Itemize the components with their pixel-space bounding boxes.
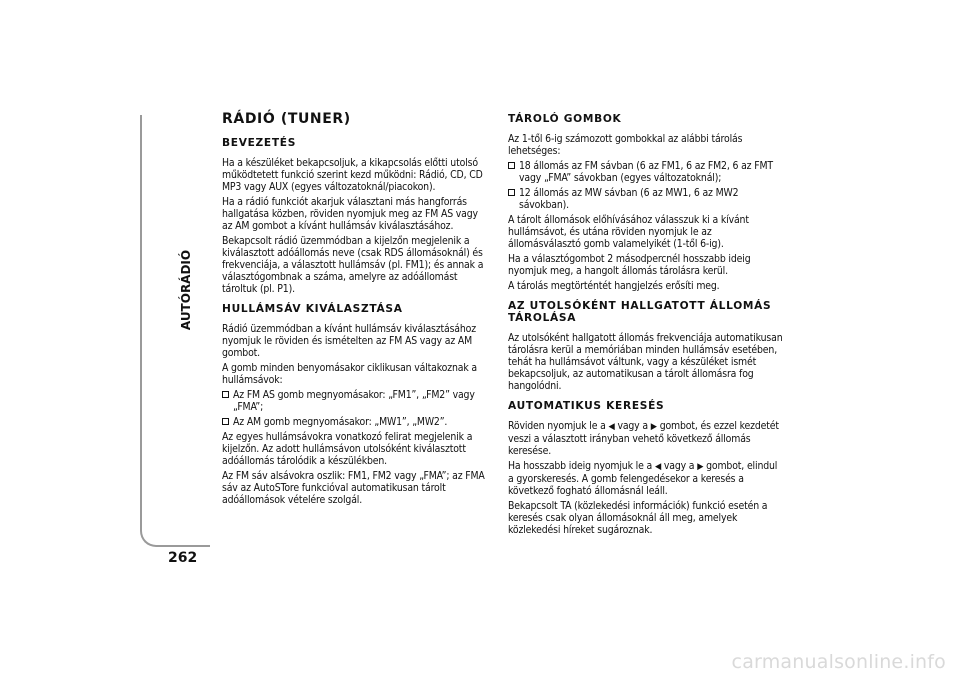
paragraph: Az 1-től 6-ig számozott gombokkal az alábbi tárolás lehetséges: (508, 133, 743, 157)
text-run: vagy a (663, 460, 695, 472)
checkbox-bullet-icon (222, 391, 229, 398)
bullet-text: 12 állomás az MW sávban (6 az MW1, 6 az MW2 sávokban). (519, 187, 739, 211)
bullet-item (508, 187, 784, 211)
bullet-text: Az AM gomb megnyomásakor: „MW1”, „MW2”. (233, 416, 448, 428)
paragraph: Rádió üzemmódban a kívánt hullámsáv kiválasztásához nyomjuk le röviden és ismételten az FM AS vagy az AM gombot. (222, 323, 476, 359)
text-run: Ha hosszabb ideig nyomjuk le a (508, 460, 653, 472)
section-heading-hullamsav: HULLÁMSÁV KIVÁLASZTÁSA (222, 303, 403, 315)
text-run: Röviden nyomjuk le a (508, 420, 606, 432)
paragraph: Bekapcsolt rádió üzemmódban a kijelzőn megjelenik a kiválasztott adóállomás neve (csak RDS állomásoknál) és frekvenciája, a választott hullámsáv (pl. FM1); és annak a választógombnak a száma, amelyre az adóállomást tároltuk (pl. P1). (222, 235, 484, 295)
paragraph: A tárolás megtörténtét hangjelzés erősíti meg. (508, 280, 720, 292)
triangle-left-icon: ◀ (608, 422, 615, 432)
triangle-right-icon: ▶ (650, 422, 657, 432)
text-run: vagy a (617, 420, 648, 432)
page-number: 262 (168, 550, 198, 566)
watermark: carmanualsonline.info (731, 651, 946, 673)
page-title: RÁDIÓ (TUNER) (222, 111, 351, 127)
section-tab: AUTÓRÁDIÓ (179, 249, 193, 331)
paragraph: Az utolsóként hallgatott állomás frekvenciája automatikusan tárolásra kerül a memóriában minden hullámsáv esetében, tehát ha hullámsávot váltunk, vagy a készüléket ismét bekapcsoljuk, az automatikusan a tárolt állomásra fog hangolódni. (508, 332, 783, 392)
paragraph: A tárolt állomások előhívásához válasszuk ki a kívánt hullámsávot, és utána röviden nyomjuk le az állomásválasztó gomb valamelyikét (1-től 6-ig). (508, 214, 749, 250)
paragraph: Bekapcsolt TA (közlekedési információk) funkció esetén a keresés csak olyan állomásoknál áll meg, amelyek közlekedési híreket sugároznak. (508, 500, 768, 536)
section-heading-tarolo: TÁROLÓ GOMBOK (508, 113, 622, 125)
checkbox-bullet-icon (508, 189, 515, 196)
bullet-item (222, 416, 490, 428)
page-frame (140, 115, 210, 547)
paragraph (508, 420, 784, 457)
paragraph: Az FM sáv alsávokra oszlik: FM1, FM2 vagy „FMA”; az FMA sáv az AutoSTore funkcióval automatikusan tárolt adóállomások vételére szolgál. (222, 470, 485, 506)
bullet-item (222, 389, 490, 413)
bullet-text: Az FM AS gomb megnyomásakor: „FM1”, „FM2” vagy „FMA”; (233, 389, 475, 413)
text-run: gombot, elindul a gyorskeresés. A gomb felengedésekor a keresés a következő fogható állomásnál leáll. (508, 460, 778, 497)
paragraph: Ha a választógombot 2 másodpercnél hosszabb ideig nyomjuk meg, a hangolt állomás tárolásra kerül. (508, 253, 751, 277)
triangle-right-icon: ▶ (697, 462, 704, 472)
bullet-text: 18 állomás az FM sávban (6 az FM1, 6 az FM2, 6 az FMT vagy „FMA” sávokban (egyes változatoknál); (519, 160, 773, 184)
right-column (508, 113, 784, 539)
section-heading-bevezetes: BEVEZETÉS (222, 137, 297, 149)
checkbox-bullet-icon (222, 418, 229, 425)
paragraph: Ha a készüléket bekapcsoljuk, a kikapcsolás előtti utolsó működtetett funkció szerint kezd működni: Rádió, CD, CD MP3 vagy AUX (egyes változatoknál/piacokon). (222, 157, 483, 193)
paragraph: Ha a rádió funkciót akarjuk választani más hangforrás hallgatása közben, röviden nyomjuk meg az FM AS vagy az AM gombot a kívánt hullámsáv kiválasztásához. (222, 196, 478, 232)
triangle-left-icon: ◀ (654, 462, 662, 472)
bullet-item (508, 160, 784, 184)
checkbox-bullet-icon (508, 162, 515, 169)
paragraph (508, 460, 784, 497)
paragraph: A gomb minden benyomásakor ciklikusan váltakoznak a hullámsávok: (222, 362, 477, 386)
section-heading-automatikus: AUTOMATIKUS KERESÉS (508, 400, 665, 412)
section-heading-utolsokent: AZ UTOLSÓKÉNT HALLGATOTT ÁLLOMÁS TÁROLÁSA (508, 300, 772, 324)
paragraph: Az egyes hullámsávokra vonatkozó felirat megjelenik a kijelzőn. Az adott hullámsávon utolsóként kiválasztott adóállomás tárolódik a készülékben. (222, 431, 473, 467)
left-column (222, 113, 490, 509)
text-run: gombot, és ezzel kezdetét veszi a választott irányban vehető következő állomás keresése. (508, 420, 779, 457)
